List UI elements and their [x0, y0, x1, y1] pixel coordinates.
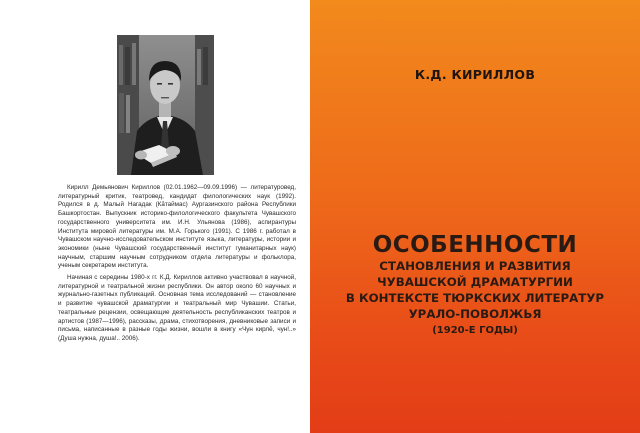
- author-name: К.Д. КИРИЛЛОВ: [414, 67, 536, 82]
- bio-paragraph: Кирилл Демьянович Кириллов (02.01.1962—09.09.1996) — литературовед, литературный критик, театровед, кандидат филологических наук (1992). Родился в д. Малый Нагадак (Кӑтаймас) Аургазинского района Республики Башкортостан. Выпускник историко-филологического факультета Чувашского государственного университета им. И.Н. Ульянова (1986), аспирантуры Института мировой литературы им. М.А. Горького (1991). С 1986 г. работал в Чувашском научно-исследовательском институте языка, литературы, истории и экономики (ныне Чувашский государственный институт гуманитарных наук) научным, старшим научным сотрудником отдела литературы и фольклора, ученым секретарем института.: [58, 184, 296, 270]
- title-line: ЧУВАШСКОЙ ДРАМАТУРГИИ: [377, 275, 573, 289]
- front-cover: [310, 0, 640, 433]
- title-line: В КОНТЕКСТЕ ТЮРКСКИХ ЛИТЕРАТУР: [345, 291, 605, 305]
- title-line: СТАНОВЛЕНИЯ И РАЗВИТИЯ: [379, 259, 571, 273]
- bio-paragraph: Начиная с середины 1980-х гг. К.Д. Кириллов активно участвовал в научной, литературной и театральной жизни республики. Он автор около 60 научных и журнально-газетных публикаций. Основная тема исследований — становление и развитие чувашской драматургии и театральный мир Чувашии. Статьи, театральные рецензии, освещающие деятельность республиканских театров и артистов (1987—1996), рассказы, драма, стихотворения, дневниковые записи и письма, написанные в разные годы жизни, вошли в книгу «Чун кирлӗ, чун!..» (Душа нужна, душа!.. 2006).: [58, 274, 296, 342]
- title-main: ОСОБЕННОСТИ: [372, 232, 578, 258]
- book-title: [310, 232, 640, 338]
- author-portrait-photo: [117, 35, 214, 175]
- title-years: (1920-Е ГОДЫ): [432, 325, 518, 336]
- author-biography: [58, 184, 296, 347]
- author-portrait-image: [117, 35, 214, 175]
- back-cover: [0, 0, 310, 433]
- title-line: УРАЛО-ПОВОЛЖЬЯ: [408, 307, 542, 321]
